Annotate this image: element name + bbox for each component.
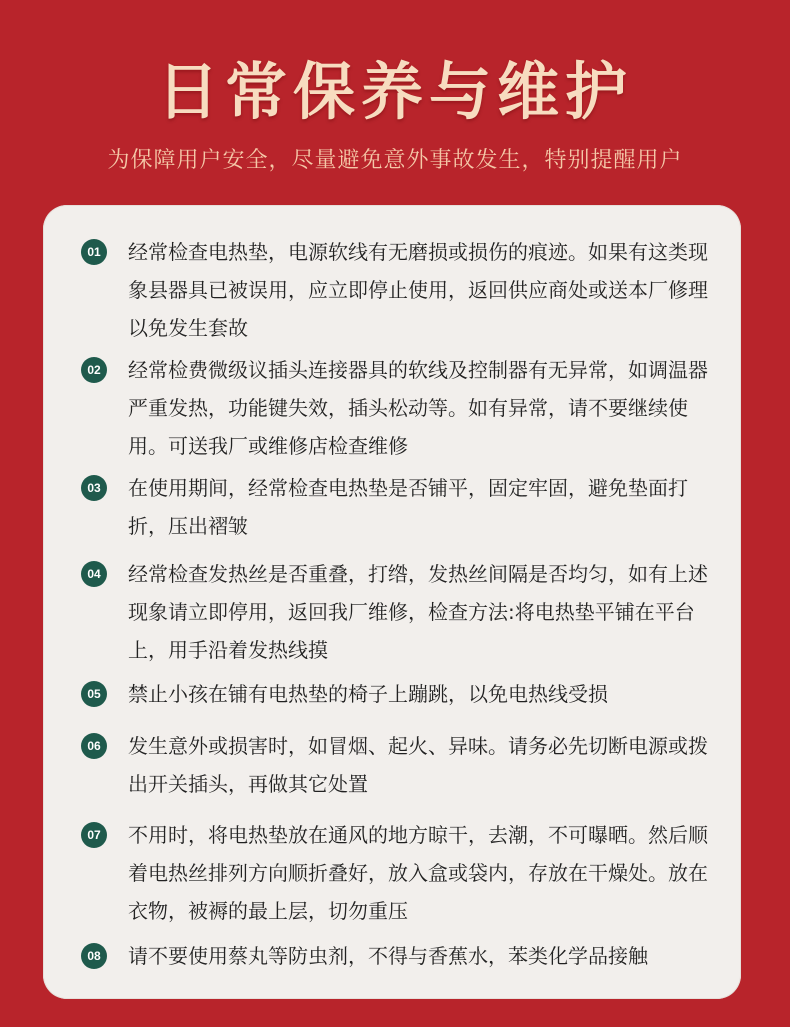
item-number-badge: 05 — [81, 681, 107, 707]
item-text: 在使用期间，经常检查电热垫是否铺平，固定牢固，避免垫面打折，压出褶皱 — [128, 476, 688, 538]
item-number-badge: 01 — [81, 239, 107, 265]
item-text: 经常检查电热垫，电源软线有无磨损或损伤的痕迹。如果有这类现象县器具已被误用，应立即停止使用，返回供应商处或送本厂修理以免发生套故 — [128, 240, 708, 340]
item-text: 不用时，将电热垫放在通风的地方晾干，去潮，不可曝晒。然后顺着电热丝排列方向顺折叠好，放入盒或袋内，存放在干燥处。放在衣物，被褥的最上层，切勿重压 — [128, 823, 708, 923]
item-text: 请不要使用蔡丸等防虫剂，不得与香蕉水，苯类化学品接触 — [128, 944, 648, 968]
item-number-badge: 03 — [81, 475, 107, 501]
item-number-badge: 02 — [81, 357, 107, 383]
page-title: 日常保养与维护 — [156, 55, 633, 128]
item-number-badge: 04 — [81, 561, 107, 587]
item-number-badge: 08 — [81, 943, 107, 969]
item-text: 经常检查发热丝是否重叠，打绺，发热丝间隔是否均匀，如有上述现象请立即停用，返回我厂维修，检查方法:将电热垫平铺在平台上，用手沿着发热线摸 — [128, 562, 708, 662]
item-number-badge: 06 — [81, 733, 107, 759]
item-text: 经常检费微级议插头连接器具的软线及控制器有无异常，如调温器严重发热，功能键失效，插头松动等。如有异常，请不要继续使用。可送我厂或维修店检查维修 — [128, 358, 708, 458]
item-number-badge: 07 — [81, 822, 107, 848]
page-subtitle: 为保障用户安全，尽量避免意外事故发生，特别提醒用户 — [107, 148, 683, 173]
item-text: 发生意外或损害时，如冒烟、起火、异味。请务必先切断电源或拨出开关插头，再做其它处置 — [128, 734, 708, 796]
item-text: 禁止小孩在铺有电热垫的椅子上蹦跳，以免电热线受损 — [128, 682, 608, 706]
content-card — [43, 205, 741, 999]
